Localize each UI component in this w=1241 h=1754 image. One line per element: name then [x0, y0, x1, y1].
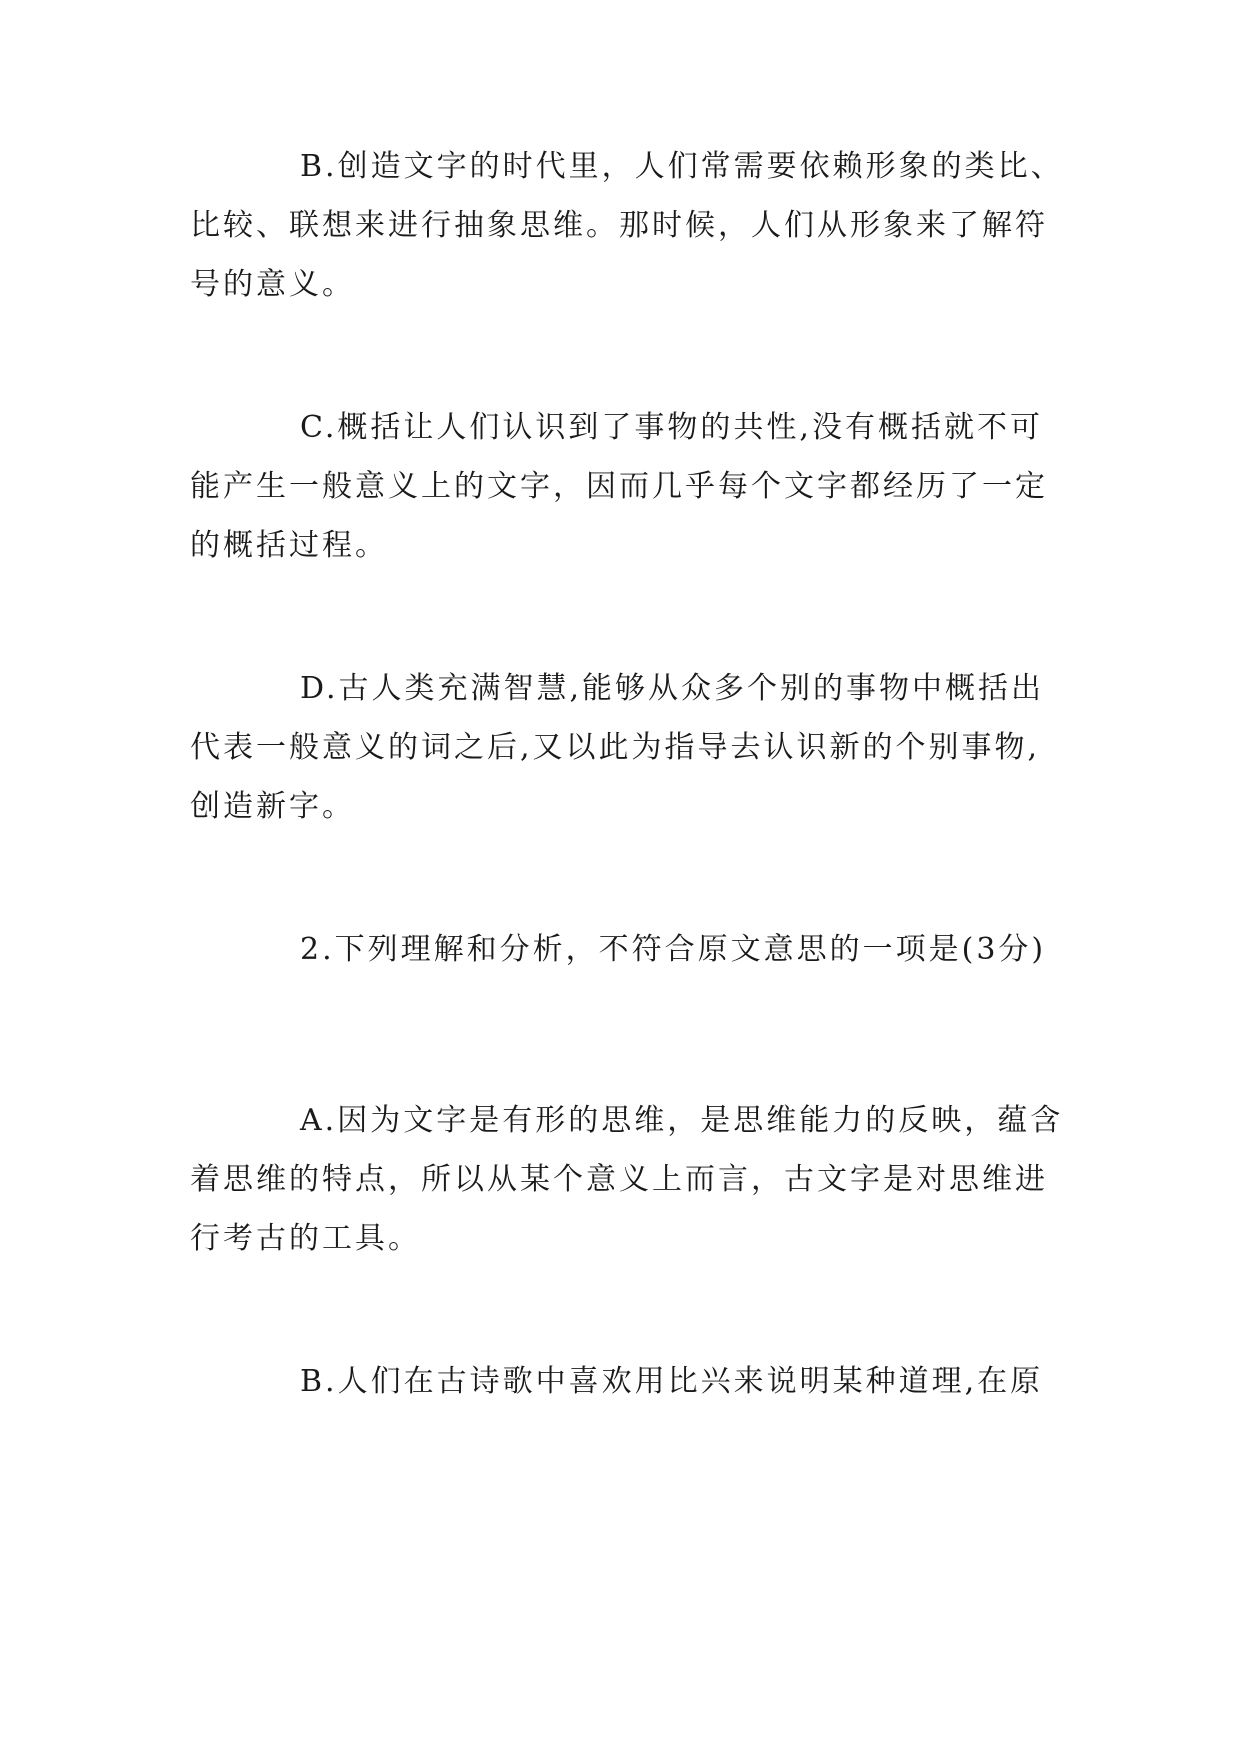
- text-line: 比较、联想来进行抽象思维。那时候，人们从形象来了解符: [190, 208, 1048, 243]
- question-2-heading: [190, 920, 1070, 979]
- option-c-paragraph: [190, 398, 1070, 575]
- option-b-paragraph: [190, 137, 1070, 314]
- text-line: B.人们在古诗歌中喜欢用比兴来说明某种道理,在原: [300, 1364, 1044, 1399]
- option-d-paragraph: [190, 659, 1070, 836]
- option-a-paragraph: [190, 1091, 1070, 1268]
- text-line: 创造新字。: [190, 789, 355, 824]
- text-line: 行考古的工具。: [190, 1221, 421, 1256]
- text-line: 2.下列理解和分析，不符合原文意思的一项是(3分): [300, 932, 1047, 967]
- text-line: 的概括过程。: [190, 528, 388, 563]
- text-line: A.因为文字是有形的思维，是思维能力的反映，蕴含: [300, 1103, 1064, 1138]
- text-line: C.概括让人们认识到了事物的共性,没有概括就不可: [300, 410, 1043, 445]
- text-line: B.创造文字的时代里，人们常需要依赖形象的类比、: [300, 149, 1064, 184]
- text-line: 能产生一般意义上的文字，因而几乎每个文字都经历了一定: [190, 469, 1048, 504]
- text-line: D.古人类充满智慧,能够从众多个别的事物中概括出: [300, 671, 1045, 706]
- text-line: 着思维的特点，所以从某个意义上而言，古文字是对思维进: [190, 1162, 1048, 1197]
- option-b-paragraph-2: [190, 1352, 1070, 1411]
- text-line: 号的意义。: [190, 267, 355, 302]
- text-line: 代表一般意义的词之后,又以此为指导去认识新的个别事物,: [190, 730, 1041, 765]
